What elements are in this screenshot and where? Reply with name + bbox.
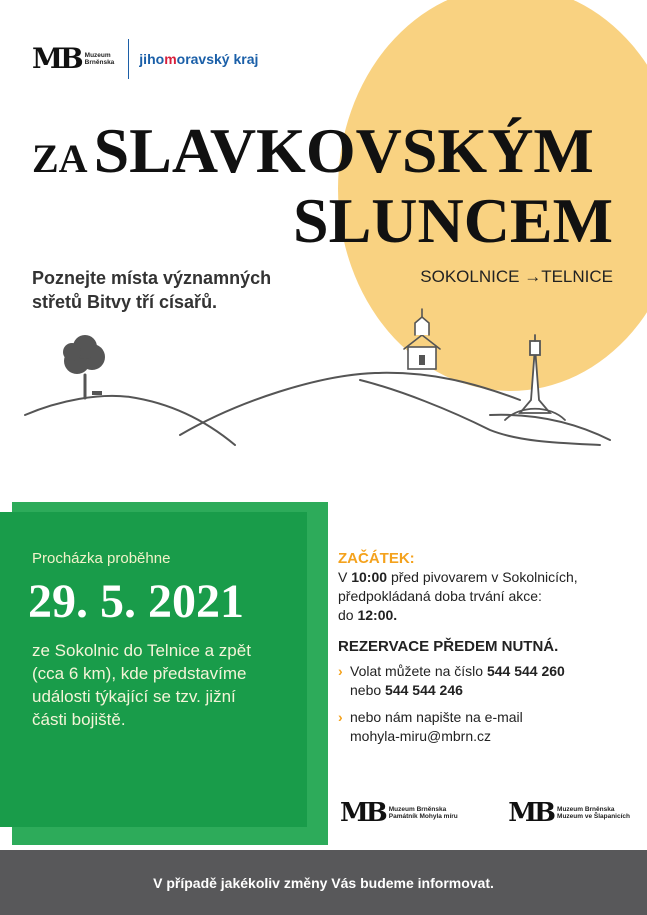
route-arrow-icon: → bbox=[524, 267, 542, 286]
tree-icon bbox=[63, 335, 105, 398]
page-title-line1: ZASLAVKOVSKÝM bbox=[32, 115, 594, 186]
email-item: › nebo nám napište na e-mail mohyla-miru@mbrn.cz bbox=[338, 709, 523, 744]
route-label: SOKOLNICE →TELNICE bbox=[420, 267, 613, 286]
event-lead: Procházka proběhne bbox=[32, 550, 171, 567]
event-box bbox=[0, 512, 307, 827]
bullet-arrow-icon: › bbox=[338, 709, 343, 725]
bullet-arrow-icon: › bbox=[338, 663, 343, 679]
bottom-bar bbox=[0, 850, 647, 915]
page-title-line2: SLUNCEM bbox=[292, 185, 613, 256]
landscape-illustration bbox=[20, 305, 620, 460]
chapel-icon bbox=[404, 309, 440, 369]
jihomoravsky-kraj-logo: jihomoravský kraj bbox=[139, 51, 259, 67]
mb-logo-text: Muzeum Brněnska bbox=[84, 51, 115, 66]
event-description: ze Sokolnic do Telnice a zpět (cca 6 km), kde představíme události týkající se tzv. jižní části bojiště. bbox=[32, 641, 251, 729]
header-logos bbox=[32, 38, 258, 80]
subtitle: Poznejte místa významných střetů Bitvy tří císařů. bbox=[32, 268, 272, 312]
mb-logo-mark: MB bbox=[32, 42, 81, 75]
event-info bbox=[338, 549, 638, 746]
start-label: ZAČÁTEK: bbox=[338, 550, 415, 567]
footer-logo-slapanice: MB Muzeum Brněnska Muzeum ve Šlapanicích bbox=[508, 798, 630, 828]
monument-icon bbox=[505, 335, 565, 420]
email-link[interactable]: mohyla-miru@mbrn.cz bbox=[350, 728, 492, 744]
footer-logo-mohyla: MB Muzeum Brněnska Památník Mohyla míru bbox=[340, 798, 458, 828]
phone-link-2[interactable]: 544 544 246 bbox=[385, 682, 463, 698]
phone-link-1[interactable]: 544 544 260 bbox=[486, 663, 565, 679]
event-date: 29. 5. 2021 bbox=[28, 575, 244, 628]
muzeum-brnenska-logo bbox=[32, 42, 115, 75]
bottom-note: V případě jakékoliv změny Vás budeme informovat. bbox=[153, 874, 494, 891]
header-divider bbox=[128, 39, 129, 79]
start-details: V 10:00 před pivovarem v Sokolnicích, předpokládaná doba trvání akce: do 12:00. bbox=[338, 569, 578, 623]
phone-item: › Volat můžete na číslo 544 544 260 nebo 544 544 246 bbox=[338, 663, 565, 698]
footer-logos bbox=[340, 800, 630, 826]
reservation-note: REZERVACE PŘEDEM NUTNÁ. bbox=[338, 638, 559, 655]
